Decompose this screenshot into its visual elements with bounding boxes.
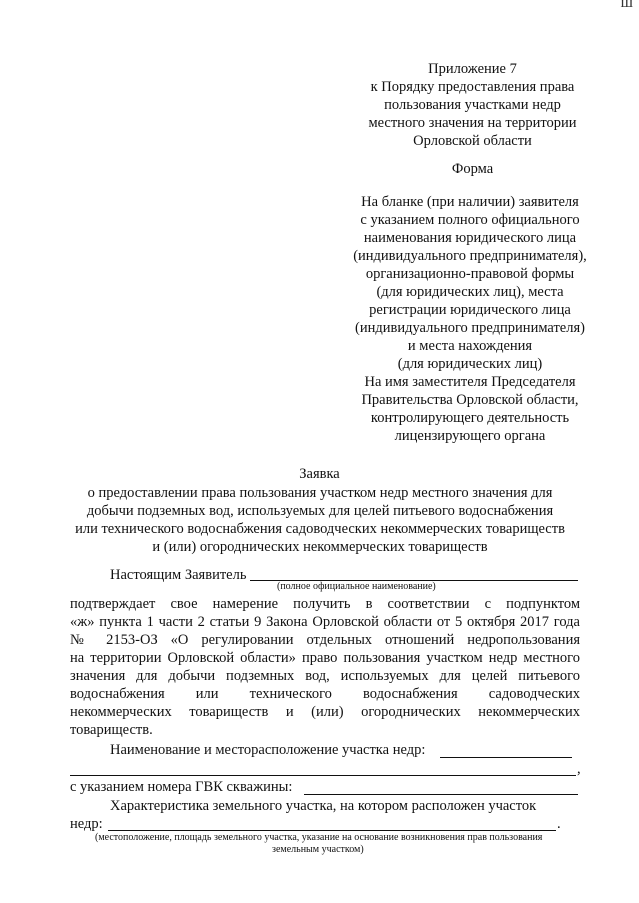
- applicant-caption: (полное официальное наименование): [277, 581, 436, 592]
- addressee-line: Правительства Орловской области,: [361, 392, 579, 408]
- letterhead-line: На бланке (при наличии) заявителя: [361, 194, 579, 210]
- letterhead-note: [325, 193, 615, 373]
- addressee-line: контролирующего деятельность: [370, 410, 570, 426]
- trailing-comma: ,: [577, 761, 581, 777]
- letterhead-line: организационно-правовой формы: [365, 266, 575, 282]
- addressee-line: лицензирующего органа: [394, 428, 546, 444]
- document-title: Заявка: [299, 466, 340, 482]
- appendix-line: Приложение 7: [428, 61, 517, 77]
- letterhead-line: регистрации юридического лица: [369, 302, 571, 318]
- applicant-label: Настоящим Заявитель: [110, 567, 247, 583]
- subtitle-line: о предоставлении права пользования участком недр местного значения для: [87, 485, 553, 501]
- letterhead-line: (индивидуального предпринимателя): [355, 320, 585, 336]
- gvk-label: с указанием номера ГВК скважины:: [70, 779, 293, 795]
- appendix-line: к Порядку предоставления права: [370, 79, 575, 95]
- appendix-line: Орловской области: [413, 133, 532, 149]
- appendix-line: пользования участками недр: [384, 97, 561, 113]
- land-char-prefix: недр:: [70, 816, 103, 832]
- body-line: на территории Орловской области» право пользования участком недр местного: [70, 650, 580, 666]
- letterhead-line: (для юридических лиц): [397, 356, 543, 372]
- letterhead-line: наименования юридического лица: [363, 230, 577, 246]
- site-name-field[interactable]: [440, 757, 572, 758]
- site-name-label: Наименование и месторасположение участка недр:: [110, 742, 426, 758]
- body-line: водоснабжения или технического водоснабжения садоводческих: [70, 686, 580, 702]
- body-line: «ж» пункта 1 части 2 статьи 9 Закона Орловской области от 5 октября 2017 года: [70, 614, 580, 630]
- trailing-period: .: [557, 816, 561, 832]
- letterhead-line: (индивидуального предпринимателя),: [353, 248, 587, 264]
- appendix-line: местного значения на территории: [368, 115, 577, 131]
- site-location-field[interactable]: [70, 775, 576, 776]
- letterhead-line: и места нахождения: [407, 338, 533, 354]
- letterhead-line: (для юридических лиц), места: [376, 284, 564, 300]
- subtitle-line: и (или) огороднических некоммерческих товариществ: [152, 539, 488, 555]
- addressee-line: На имя заместителя Председателя: [364, 374, 576, 390]
- body-line: № 2153-ОЗ «О регулировании отдельных отношений недропользования: [70, 632, 580, 648]
- appendix-header: [340, 60, 605, 150]
- subtitle-line: добычи подземных вод, используемых для целей питьевого водоснабжения: [86, 503, 554, 519]
- body-line: товариществ.: [70, 722, 153, 738]
- body-line: некоммерческих товариществ и (или) огороднических некоммерческих: [70, 704, 580, 720]
- land-char-label: Характеристика земельного участка, на котором расположен участок: [110, 798, 537, 814]
- body-paragraph: [70, 595, 580, 739]
- land-caption-line: (местоположение, площадь земельного участка, указание на основание возникновения прав пользования: [95, 832, 543, 843]
- land-caption-line: земельным участком): [272, 844, 364, 855]
- form-label: Форма: [451, 161, 494, 177]
- document-subtitle: [40, 484, 600, 556]
- land-char-field[interactable]: [108, 830, 556, 831]
- letterhead-line: с указанием полного официального: [360, 212, 580, 228]
- subtitle-line: или технического водоснабжения садоводческих некоммерческих товариществ: [75, 521, 565, 537]
- addressee-block: [325, 373, 615, 445]
- body-line: значения для добычи подземных вод, используемых для целей питьевого: [70, 668, 580, 684]
- body-line: подтверждает свое намерение получить в соответствии с подпунктом: [70, 596, 580, 612]
- corner-mark: ш: [620, 0, 633, 11]
- gvk-well-number-field[interactable]: [304, 794, 578, 795]
